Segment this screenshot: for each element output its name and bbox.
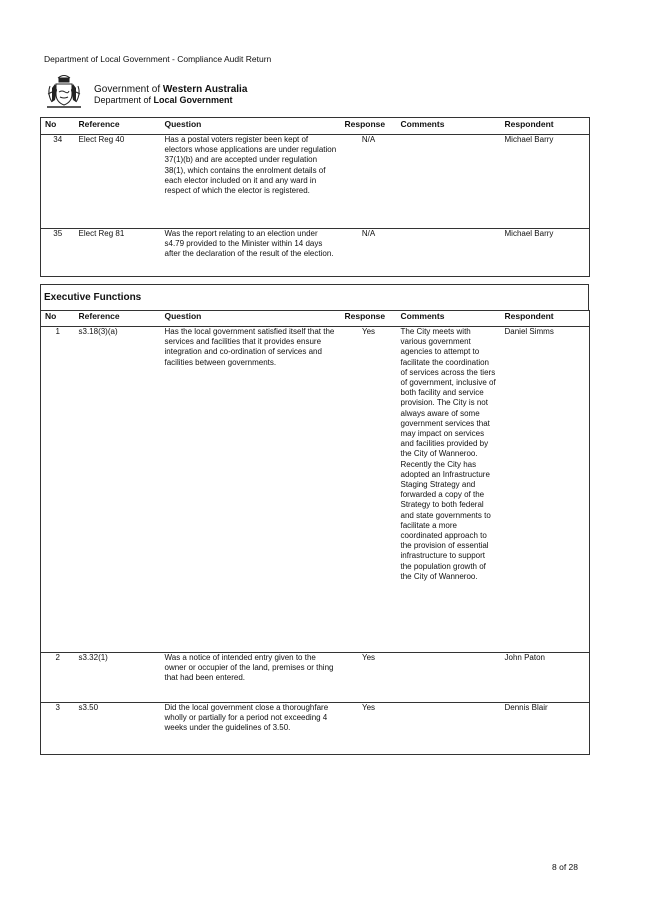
row-respondent: Michael Barry: [501, 229, 590, 277]
row-no: 2: [41, 653, 75, 703]
row-reference: s3.18(3)(a): [78, 327, 118, 336]
row-no: 35: [41, 229, 75, 277]
row-response: Yes: [341, 703, 397, 755]
elections-table: [40, 117, 590, 277]
header-reference: Reference: [75, 310, 161, 327]
row-question: Was a notice of intended entry given to the owner or occupier of the land, premises or thing that had been entered.: [161, 653, 341, 703]
row-question: Was the report relating to an election under s4.79 provided to the Minister within 14 days after the declaration of the result of the election.: [161, 229, 341, 277]
row-question: Has the local government satisfied itself that the services and facilities that it provides ensure integration and co-ordination of services and facilities between governments.: [164, 327, 335, 367]
row-comments: [397, 653, 501, 703]
table-header-row: [41, 118, 590, 135]
document-header: Department of Local Government - Compliance Audit Return: [44, 54, 272, 64]
row-respondent: Dennis Blair: [501, 703, 590, 755]
row-comments: [397, 703, 501, 755]
header-no: No: [41, 310, 75, 327]
row-comments: [397, 229, 501, 277]
row-question: Did the local government close a thoroughfare wholly or partially for a period not exceeding 4 weeks under the guidelines of 3.50.: [161, 703, 341, 755]
agency-line1-prefix: Government of: [94, 84, 163, 95]
header-no: No: [41, 118, 75, 135]
table-row: [41, 327, 590, 653]
header-response: Response: [341, 310, 397, 327]
row-no: 3: [41, 703, 75, 755]
table-row: [41, 135, 590, 229]
row-reference: Elect Reg 81: [75, 229, 161, 277]
table-row: [41, 229, 590, 277]
agency-line2-bold: Local Government: [153, 95, 233, 105]
coat-of-arms-icon: [44, 72, 84, 112]
row-response: Yes: [341, 653, 397, 703]
row-reference: Elect Reg 40: [78, 135, 125, 144]
header-question: Question: [161, 310, 341, 327]
agency-line2-prefix: Department of: [94, 95, 154, 105]
row-question: Has a postal voters register been kept of electors whose applications are under regulation 37(1)(b) and are accepted under regulation 38(1), which contains the enrolment details of each elector included on it and any ward in respect of which the elector is registered.: [164, 135, 337, 196]
executive-functions-table: [40, 310, 590, 755]
row-reference: s3.32(1): [75, 653, 161, 703]
header-respondent: Respondent: [501, 118, 590, 135]
section-title: Executive Functions: [44, 292, 142, 303]
row-comments: The City meets with various government agencies to attempt to facilitate the coordination of services across the tiers of government, inclusive of both facility and service provision. The City is not always aware of some government services that may impact on services and facilities provided by the City of Wanneroo. Recently the City has adopted an Infrastructure Staging Strategy and forwarded a copy of the Strategy to both federal and state governments to facilitate a more coordinated approach to the provision of essential infrastructure to support the population growth of the City of Wanneroo.: [400, 327, 496, 581]
row-respondent: Daniel Simms: [504, 327, 554, 336]
row-reference: s3.50: [75, 703, 161, 755]
header-reference: Reference: [75, 118, 161, 135]
row-response: N/A: [341, 229, 397, 277]
header-comments: Comments: [397, 310, 501, 327]
row-comments: [397, 135, 501, 229]
table-row: [41, 653, 590, 703]
table-row: [41, 703, 590, 755]
row-no: 1: [55, 327, 60, 336]
row-respondent: Michael Barry: [504, 135, 554, 144]
table-header-row: [41, 310, 590, 327]
section-heading-box: [40, 284, 589, 311]
row-response: Yes: [361, 327, 376, 336]
header-response: Response: [341, 118, 397, 135]
agency-line1-bold: Western Australia: [162, 84, 248, 95]
header-respondent: Respondent: [501, 310, 590, 327]
header-comments: Comments: [397, 118, 501, 135]
page-number: 8 of 28: [552, 862, 578, 872]
row-response: N/A: [361, 135, 376, 144]
row-respondent: John Paton: [501, 653, 590, 703]
row-no: 34: [53, 135, 63, 144]
agency-name: [94, 84, 354, 105]
header-question: Question: [161, 118, 341, 135]
